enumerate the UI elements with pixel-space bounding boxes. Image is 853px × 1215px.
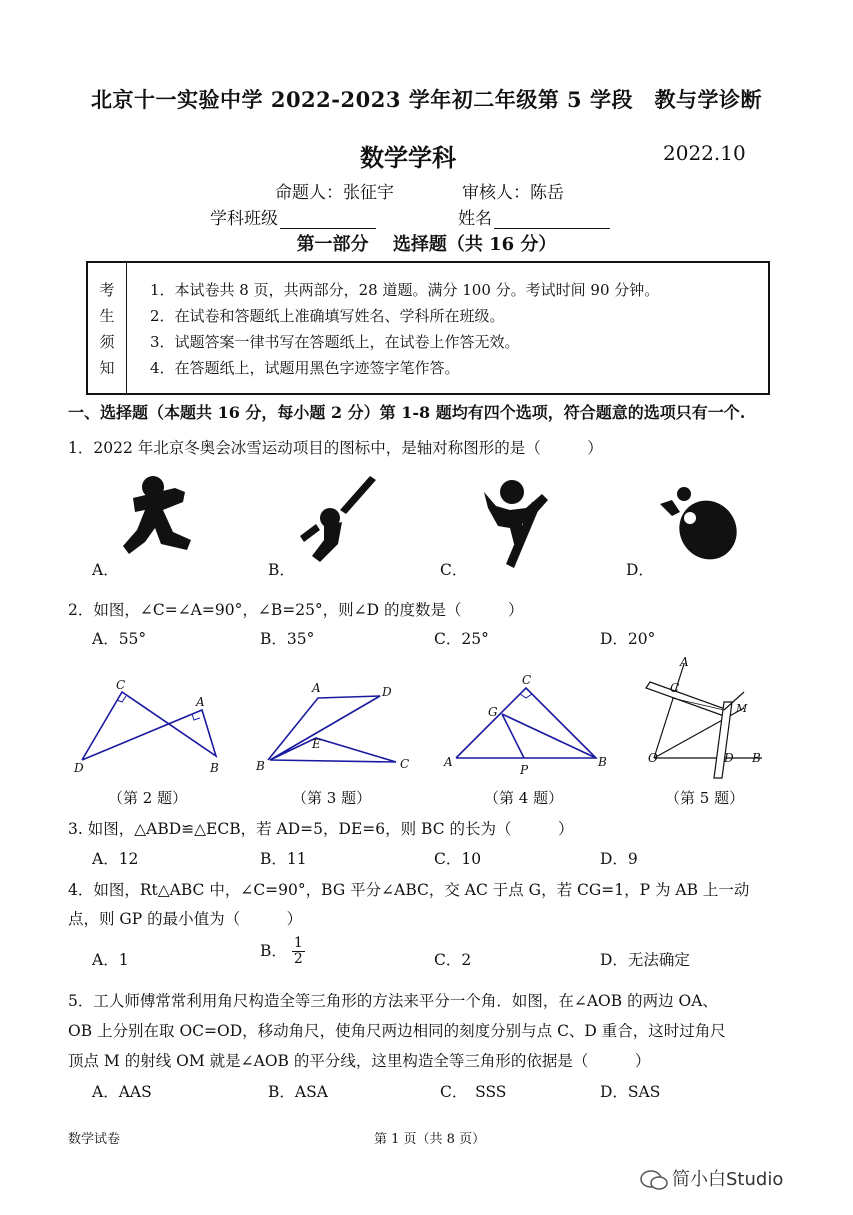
q1-stem: 1．2022 年北京冬奥会冰雪运动项目的图标中，是轴对称图形的是（ ）	[68, 439, 603, 457]
q5-stem-line2: OB 上分别在取 OC=OD，移动角尺，使角尺两边相同的刻度分别与点 C、D 重合，这时过角尺	[68, 1022, 726, 1040]
q5-stem-line3: 顶点 M 的射线 OM 就是∠AOB 的平分线，这里构造全等三角形的依据是（ ）	[68, 1052, 651, 1070]
notice-line: 4．在答题纸上，试题用黑色字迹签字笔作答。	[150, 359, 460, 377]
notice-line: 2．在试卷和答题纸上准确填写姓名、学科所在班级。	[150, 307, 505, 325]
fig2-label-a: A	[196, 695, 205, 709]
q2-stem: 2．如图，∠C=∠A=90°，∠B=25°，则∠D 的度数是（ ）	[68, 601, 524, 619]
fig4-caption: （第 4 题）	[484, 789, 564, 807]
fig4-label-b: B	[598, 755, 607, 769]
q3-option-b: B．11	[260, 850, 307, 868]
figure-q5	[640, 652, 775, 784]
fig3-label-d: D	[382, 685, 392, 699]
q1-option-b: B．	[268, 561, 295, 579]
class-label: 学科班级	[210, 209, 278, 229]
q4-option-b	[260, 936, 305, 968]
part-title: 第一部分 选择题（共 16 分）	[296, 234, 557, 255]
fig5-label-m: M	[736, 702, 748, 715]
fig5-caption: （第 5 题）	[665, 789, 745, 807]
notice-side-char: 知	[99, 359, 115, 377]
fig3-caption: （第 3 题）	[292, 789, 372, 807]
q2-option-d: D．20°	[600, 630, 656, 648]
fraction-denominator: 2	[293, 951, 303, 968]
q1-option-a: A．	[92, 561, 119, 579]
footer-left: 数学试卷	[68, 1132, 121, 1147]
q4-option-a: A．1	[92, 951, 129, 969]
reviewer: 审核人：陈岳	[462, 183, 564, 203]
notice-line: 1．本试卷共 8 页，共两部分，28 道题。满分 100 分。考试时间 90 分钟。	[150, 281, 660, 299]
fig3-label-e: E	[312, 737, 321, 751]
q4-option-c: C．2	[434, 951, 472, 969]
fig3-label-b: B	[256, 759, 265, 773]
fig4-label-a: A	[444, 755, 453, 769]
q4-option-b-fraction	[292, 936, 305, 968]
q2-option-a: A．55°	[92, 630, 147, 648]
q4-stem-line1: 4．如图，Rt△ABC 中，∠C=90°，BG 平分∠ABC，交 AC 于点 G，若 CG=1，P 为 AB 上一动	[68, 881, 750, 899]
fig5-label-d: D	[724, 751, 734, 765]
name-field	[458, 204, 610, 229]
figure-q2	[70, 672, 230, 780]
ski-jump-icon	[115, 470, 205, 565]
name-label: 姓名	[458, 209, 492, 229]
q5-option-c: C． SSS	[440, 1083, 507, 1101]
notice-line: 3．试题答案一律书写在答题纸上，在试卷上作答无效。	[150, 333, 520, 351]
q3-stem: 3. 如图，△ABD≌△ECB，若 AD=5，DE=6，则 BC 的长为（ ）	[68, 820, 574, 838]
exam-date: 2022.10	[663, 141, 746, 165]
q4-stem-line2: 点，则 GP 的最小值为（ ）	[68, 910, 303, 928]
watermark	[640, 1165, 783, 1191]
subject-title: 数学学科	[360, 143, 456, 172]
fig5-label-o: O	[648, 751, 658, 765]
fig3-label-c: C	[400, 757, 410, 771]
q5-option-d: D．SAS	[600, 1083, 661, 1101]
notice-side-char: 须	[99, 333, 115, 351]
fig4-label-g: G	[488, 705, 498, 719]
figure-q4	[440, 672, 615, 782]
curling-icon	[650, 482, 750, 572]
ski-icon	[470, 472, 555, 572]
exam-title: 北京十一实验中学 2022-2023 学年初二年级第 5 学段 教与学诊断	[91, 87, 762, 112]
q2-option-b: B．35°	[260, 630, 315, 648]
q3-option-d: D．9	[600, 850, 638, 868]
fig4-label-p: P	[520, 763, 529, 777]
q5-option-a: A．AAS	[92, 1083, 152, 1101]
q3-option-a: A．12	[92, 850, 139, 868]
fig2-label-b: B	[210, 761, 219, 775]
name-blank	[494, 212, 610, 229]
q1-option-c: C．	[440, 561, 468, 579]
q1-option-d: D．	[626, 561, 654, 579]
q5-stem-line1: 5．工人师傅常常利用角尺构造全等三角形的方法来平分一个角．如图，在∠AOB 的两边 OA、	[68, 992, 718, 1010]
speed-skating-icon	[290, 470, 380, 570]
wechat-icon	[640, 1169, 668, 1191]
fig4-label-c: C	[522, 673, 532, 687]
fraction-numerator: 1	[293, 935, 303, 951]
q5-option-b: B．ASA	[268, 1083, 328, 1101]
notice-side	[88, 263, 127, 393]
q2-option-c: C．25°	[434, 630, 489, 648]
notice-side-char: 考	[99, 281, 115, 299]
footer-page: 第 1 页（共 8 页）	[374, 1132, 486, 1147]
fig5-label-a: A	[680, 655, 689, 669]
q4-option-d: D．无法确定	[600, 951, 690, 969]
watermark-text: 简小白Studio	[672, 1169, 784, 1190]
fig5-label-b: B	[752, 751, 761, 765]
fig2-caption: （第 2 题）	[108, 789, 188, 807]
author: 命题人：张征宇	[275, 183, 394, 203]
section-title: 一、选择题（本题共 16 分，每小题 2 分）第 1-8 题均有四个选项，符合题意的选项只有一个.	[68, 403, 746, 422]
q3-option-c: C．10	[434, 850, 482, 868]
q4-option-b-label: B．	[260, 941, 287, 960]
fig5-label-c: C	[670, 681, 680, 695]
class-field	[210, 204, 376, 229]
class-blank	[280, 212, 376, 229]
fig3-label-a: A	[312, 681, 321, 695]
figure-q3	[252, 678, 417, 780]
fig2-label-c: C	[116, 678, 126, 692]
fig2-label-d: D	[74, 761, 84, 775]
notice-box	[86, 261, 770, 395]
notice-side-char: 生	[99, 307, 115, 325]
